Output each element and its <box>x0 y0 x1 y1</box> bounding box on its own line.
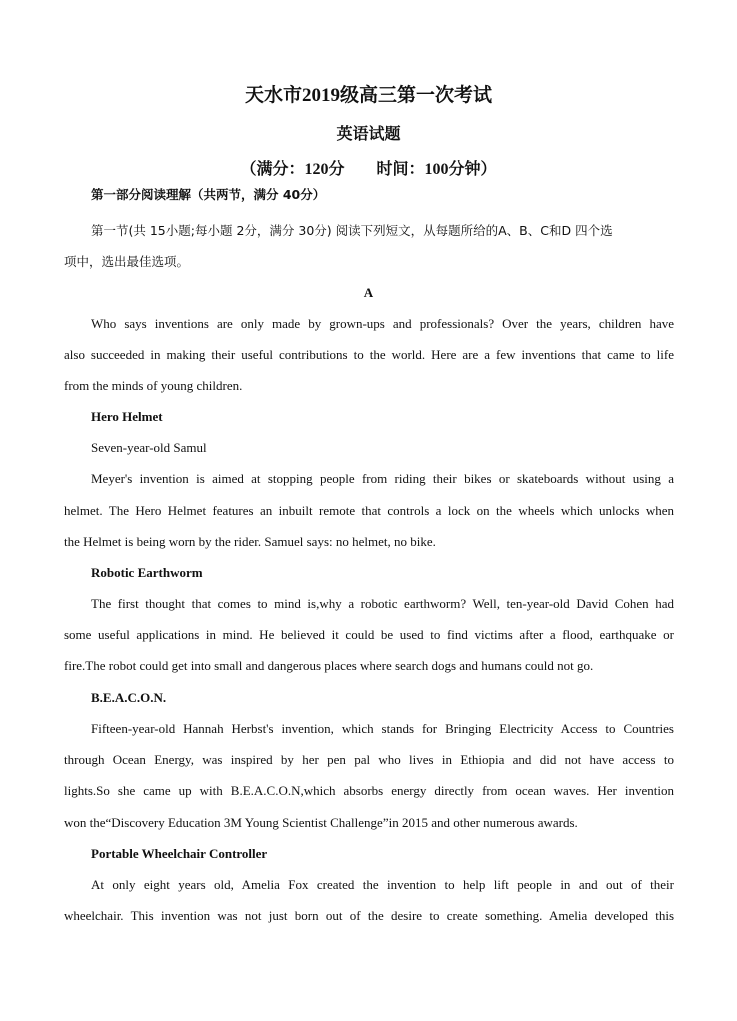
section-line: Fifteen-year-old Hannah Herbst's invention, which stands for Bringing Electricity Access to Countries <box>91 721 674 736</box>
intro-line: from the minds of young children. <box>64 378 243 393</box>
section-line: fire.The robot could get into small and dangerous places where search dogs and humans could not go. <box>64 658 594 673</box>
section-line: lights.So she came up with B.E.A.C.O.N,which absorbs energy directly from ocean waves. Her invention <box>64 783 674 798</box>
passage-label: A <box>363 285 374 300</box>
section-heading: B.E.A.C.O.N. <box>91 690 167 705</box>
section-line: wheelchair. This invention was not just born out of the desire to create something. Amelia developed this <box>64 908 674 923</box>
section-line: helmet. The Hero Helmet features an inbuilt remote that controls a lock on the wheels which unlocks when <box>64 503 674 518</box>
section-line: Meyer's invention is aimed at stopping people from riding their bikes or skateboards without using a <box>91 471 674 486</box>
section-line: won the“Discovery Education 3M Young Scientist Challenge”in 2015 and other numerous awards. <box>64 815 578 830</box>
intro-line: also succeeded in making their useful contributions to the world. Here are a few inventions that came to life <box>64 347 674 362</box>
intro-line: Who says inventions are only made by grown-ups and professionals? Over the years, children have <box>91 316 674 331</box>
part1-heading: 第一部分阅读理解（共两节，满分 40分） <box>91 187 326 202</box>
part1-instruction-line1: 第一节(共 15小题;每小题 2分，满分 30分) 阅读下列短文，从每题所给的A、B、C和D 四个选 <box>91 223 613 238</box>
exam-meta: （满分：120分 时间：100分钟） <box>240 161 497 178</box>
part1-instruction-line2: 项中，选出最佳选项。 <box>64 254 190 269</box>
subject-title: 英语试题 <box>336 126 401 143</box>
section-heading: Portable Wheelchair Controller <box>91 846 268 861</box>
section-heading: Robotic Earthworm <box>91 565 203 580</box>
section-byline: Seven-year-old Samul <box>91 440 207 455</box>
section-line: The first thought that comes to mind is,why a robotic earthworm? Well, ten-year-old David Cohen had <box>91 596 674 611</box>
section-line: the Helmet is being worn by the rider. Samuel says: no helmet, no bike. <box>64 534 436 549</box>
section-line: At only eight years old, Amelia Fox created the invention to help lift people in and out of their <box>91 877 674 892</box>
exam-title: 天水市2019级高三第一次考试 <box>244 85 492 106</box>
section-line: through Ocean Energy, was inspired by her pen pal who lives in Ethiopia and did not have access to <box>64 752 674 767</box>
section-heading: Hero Helmet <box>91 409 163 424</box>
section-line: some useful applications in mind. He believed it could be used to find victims after a flood, earthquake or <box>64 627 674 642</box>
